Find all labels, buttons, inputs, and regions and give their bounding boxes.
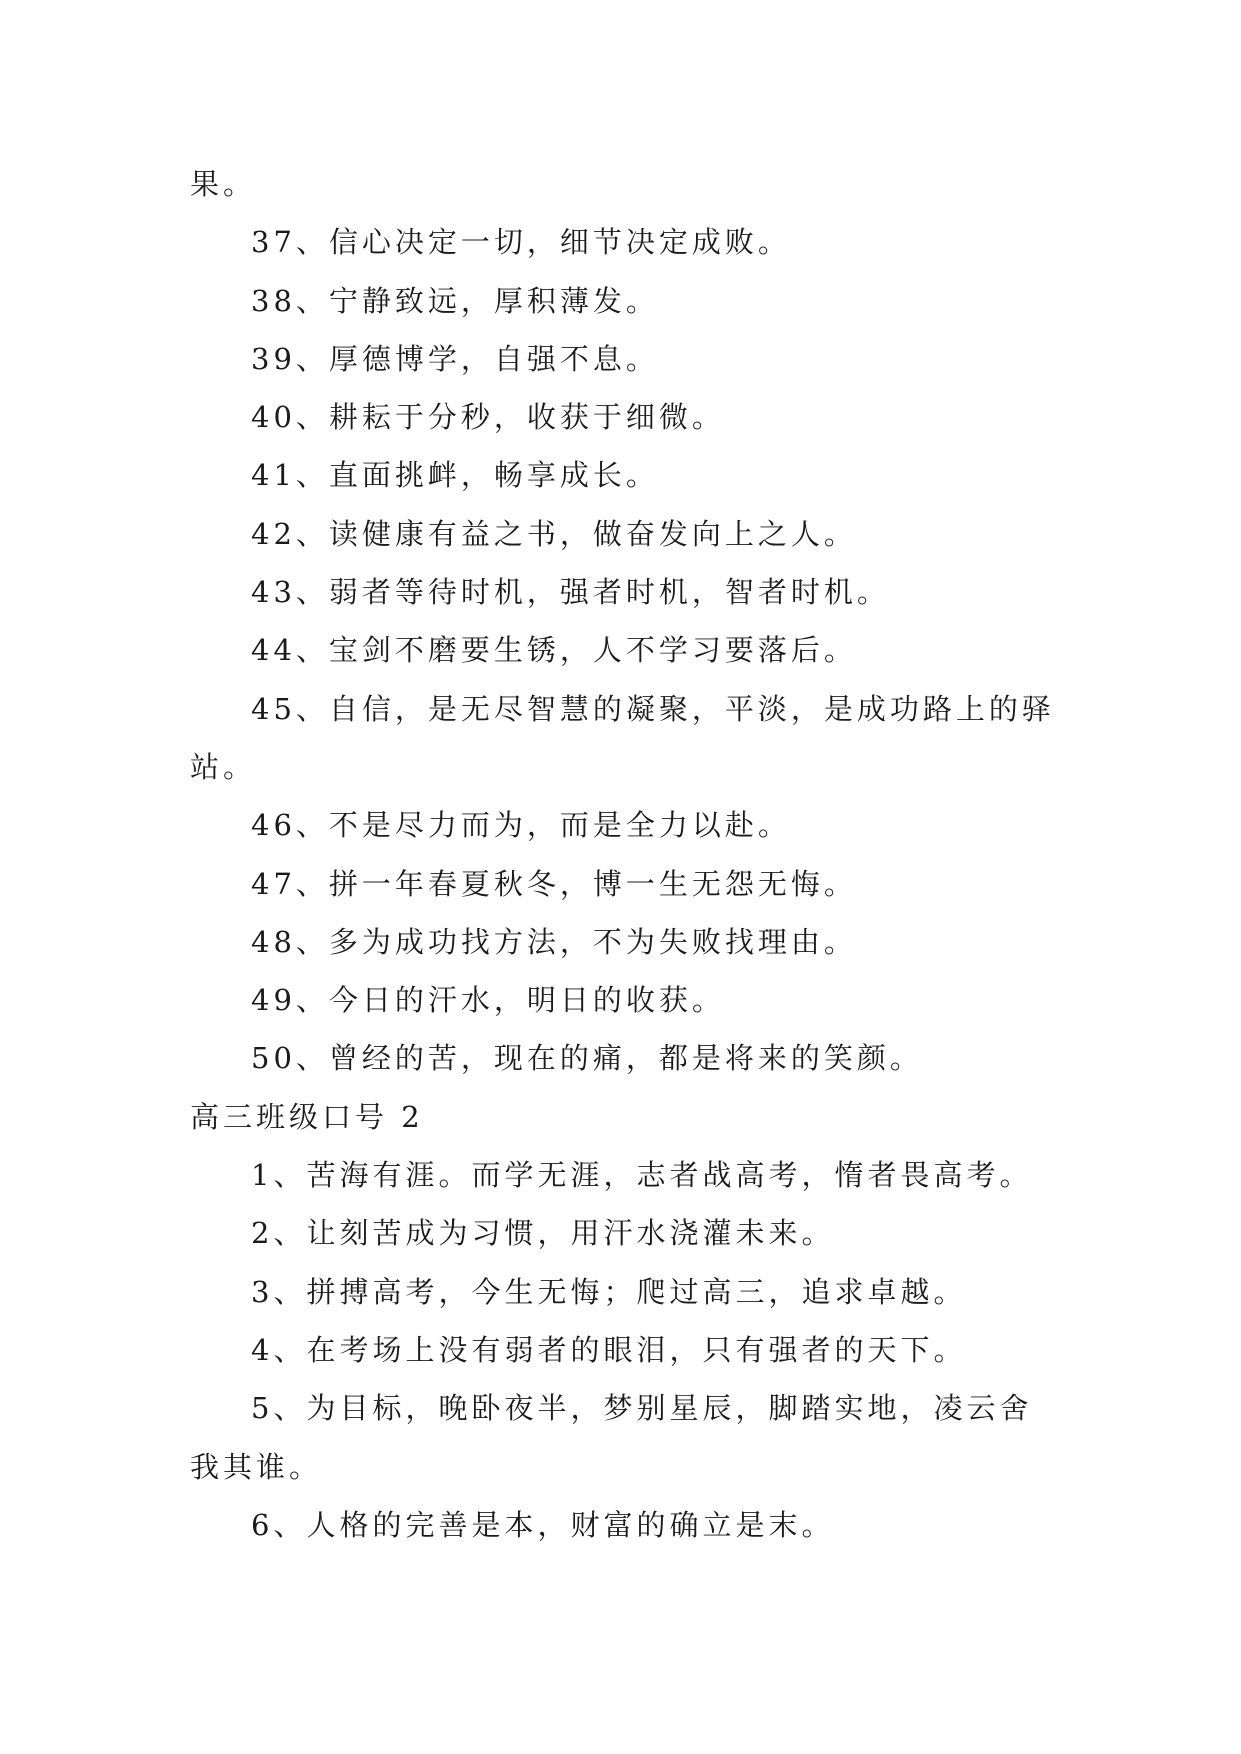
section-heading: 高三班级口号 2 (190, 1099, 424, 1134)
paragraph-continuation: 果。 (190, 167, 257, 201)
slogan-38: 38、宁静致远，厚积薄发。 (251, 283, 659, 318)
slogan-39: 39、厚德博学，自强不息。 (251, 341, 659, 376)
slogan-46: 46、不是尽力而为，而是全力以赴。 (251, 808, 791, 843)
slogan-1: 1、苦海有涯。而学无涯，志者战高考，惰者畏高考。 (251, 1158, 1033, 1193)
slogan-5: 5、为目标，晚卧夜半，梦别星辰，脚踏实地，凌云舍 (251, 1391, 1033, 1426)
slogan-6: 6、人格的完善是本，财富的确立是末。 (251, 1507, 835, 1542)
slogan-43: 43、弱者等待时机，强者时机，智者时机。 (251, 575, 890, 610)
slogan-37: 37、信心决定一切，细节决定成败。 (251, 225, 791, 260)
slogan-49: 49、今日的汗水，明日的收获。 (251, 983, 725, 1018)
slogan-42: 42、读健康有益之书，做奋发向上之人。 (251, 516, 857, 551)
slogan-48: 48、多为成功找方法，不为失败找理由。 (251, 924, 857, 959)
slogan-3: 3、拼搏高考，今生无悔；爬过高三，追求卓越。 (251, 1274, 967, 1309)
slogan-5-continuation: 我其谁。 (190, 1449, 323, 1484)
slogan-45: 45、自信，是无尽智慧的凝聚，平淡，是成功路上的驿 (251, 691, 1055, 726)
slogan-4: 4、在考场上没有弱者的眼泪，只有强者的天下。 (251, 1332, 967, 1367)
slogan-41: 41、直面挑衅，畅享成长。 (251, 458, 659, 493)
slogan-40: 40、耕耘于分秒，收获于细微。 (251, 400, 725, 435)
slogan-44: 44、宝剑不磨要生锈，人不学习要落后。 (251, 633, 857, 668)
slogan-50: 50、曾经的苦，现在的痛，都是将来的笑颜。 (251, 1041, 923, 1076)
slogan-47: 47、拼一年春夏秋冬，博一生无怨无悔。 (251, 866, 857, 901)
document-body (190, 155, 1055, 1554)
slogan-45-continuation: 站。 (190, 749, 257, 784)
slogan-2: 2、让刻苦成为习惯，用汗水浇灌未来。 (251, 1216, 835, 1251)
